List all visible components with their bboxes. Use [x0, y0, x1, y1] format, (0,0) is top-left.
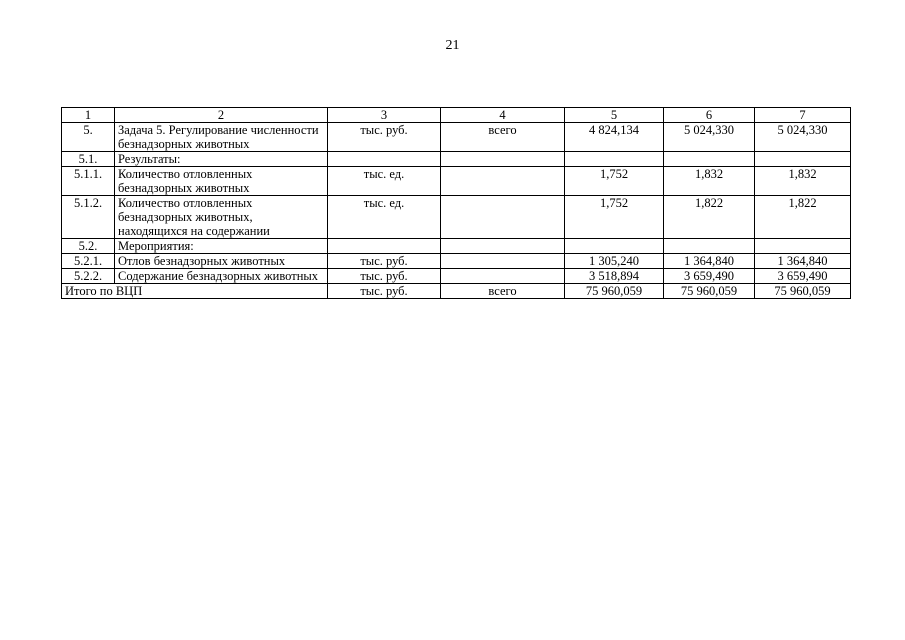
header-cell: 4 [441, 108, 565, 123]
page-number: 21 [445, 38, 460, 53]
row-value-col7: 1,822 [755, 196, 851, 239]
row-value-col5: 1 305,240 [565, 254, 664, 269]
total-value-col6: 75 960,059 [664, 284, 755, 299]
total-type: всего [441, 284, 565, 299]
row-value-col7 [755, 239, 851, 254]
row-value-col5: 1,752 [565, 196, 664, 239]
row-value-col5: 1,752 [565, 167, 664, 196]
row-unit: тыс. руб. [328, 123, 441, 152]
row-value-col7: 3 659,490 [755, 269, 851, 284]
row-type [441, 196, 565, 239]
row-type [441, 152, 565, 167]
row-unit: тыс. ед. [328, 167, 441, 196]
row-value-col5 [565, 152, 664, 167]
row-name: Мероприятия: [115, 239, 328, 254]
header-cell: 1 [62, 108, 115, 123]
row-value-col6: 1,822 [664, 196, 755, 239]
row-value-col6 [664, 239, 755, 254]
row-unit: тыс. руб. [328, 269, 441, 284]
row-value-col5 [565, 239, 664, 254]
row-value-col7: 5 024,330 [755, 123, 851, 152]
total-row [62, 284, 851, 299]
row-name: Задача 5. Регулирование численности безнадзорных животных [115, 123, 328, 152]
row-type [441, 269, 565, 284]
row-number: 5.1.2. [62, 196, 115, 239]
row-value-col6: 5 024,330 [664, 123, 755, 152]
row-value-col7: 1,832 [755, 167, 851, 196]
row-name: Количество отловленных безнадзорных животных [115, 167, 328, 196]
row-unit [328, 239, 441, 254]
row-number: 5.1.1. [62, 167, 115, 196]
total-unit: тыс. руб. [328, 284, 441, 299]
row-unit: тыс. ед. [328, 196, 441, 239]
header-cell: 6 [664, 108, 755, 123]
header-cell: 5 [565, 108, 664, 123]
row-number: 5. [62, 123, 115, 152]
table-row [62, 167, 851, 196]
table-row [62, 239, 851, 254]
row-value-col6: 1,832 [664, 167, 755, 196]
row-number: 5.2.1. [62, 254, 115, 269]
row-value-col6: 3 659,490 [664, 269, 755, 284]
row-type: всего [441, 123, 565, 152]
table-row [62, 254, 851, 269]
header-cell: 7 [755, 108, 851, 123]
row-type [441, 254, 565, 269]
header-cell: 2 [115, 108, 328, 123]
row-type [441, 167, 565, 196]
row-value-col7 [755, 152, 851, 167]
row-value-col5: 3 518,894 [565, 269, 664, 284]
table-row [62, 196, 851, 239]
row-number: 5.2. [62, 239, 115, 254]
row-type [441, 239, 565, 254]
row-number: 5.1. [62, 152, 115, 167]
header-cell: 3 [328, 108, 441, 123]
row-name: Содержание безнадзорных животных [115, 269, 328, 284]
table-row [62, 269, 851, 284]
table-row [62, 152, 851, 167]
row-name: Количество отловленных безнадзорных животных, находящихся на содержании [115, 196, 328, 239]
row-number: 5.2.2. [62, 269, 115, 284]
table-row [62, 123, 851, 152]
table-header-row [62, 108, 851, 123]
total-label: Итого по ВЦП [62, 284, 328, 299]
program-table [61, 107, 851, 299]
row-value-col7: 1 364,840 [755, 254, 851, 269]
row-unit: тыс. руб. [328, 254, 441, 269]
row-value-col6: 1 364,840 [664, 254, 755, 269]
row-unit [328, 152, 441, 167]
row-name: Результаты: [115, 152, 328, 167]
row-value-col5: 4 824,134 [565, 123, 664, 152]
total-value-col5: 75 960,059 [565, 284, 664, 299]
row-value-col6 [664, 152, 755, 167]
total-value-col7: 75 960,059 [755, 284, 851, 299]
row-name: Отлов безнадзорных животных [115, 254, 328, 269]
